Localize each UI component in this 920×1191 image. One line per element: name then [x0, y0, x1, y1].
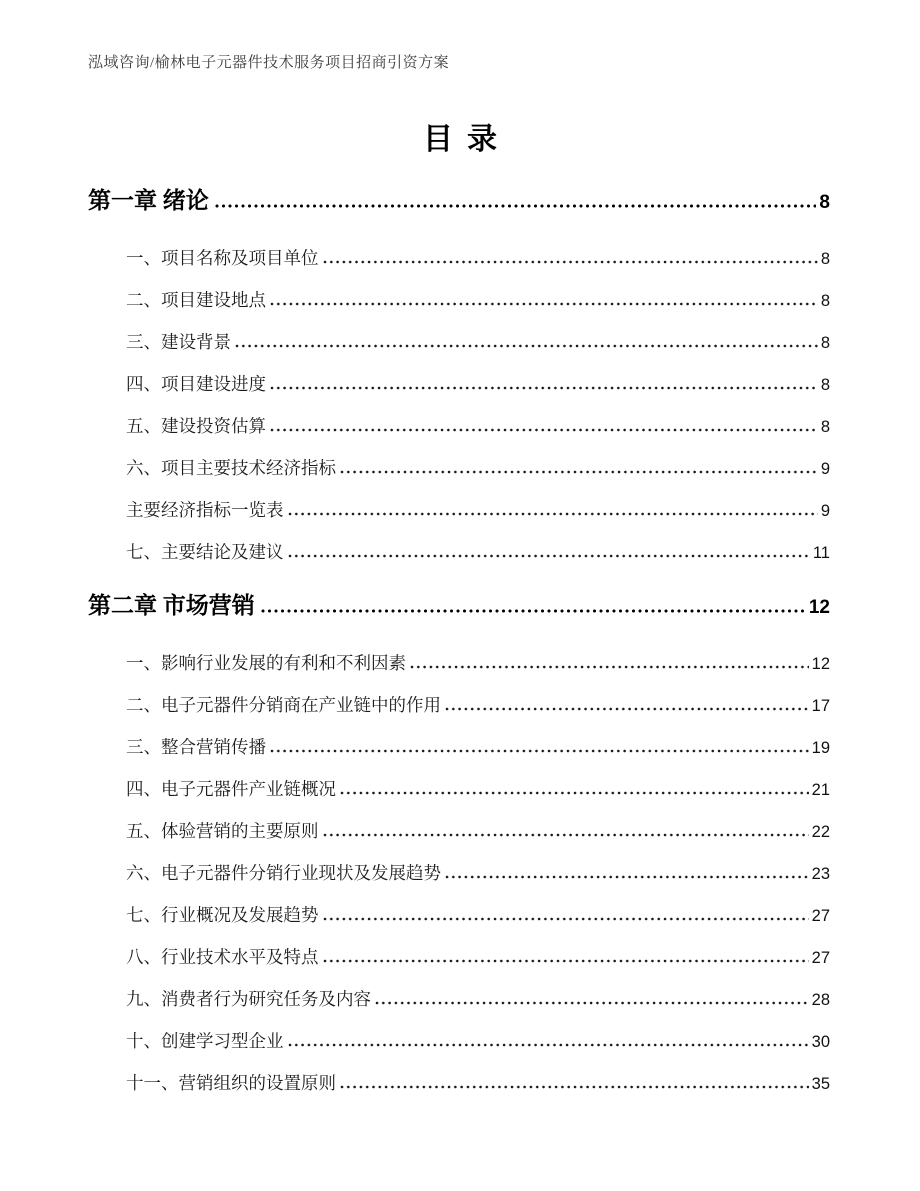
toc-chapter-row: [88, 593, 830, 621]
toc-page-number: 28: [811, 991, 830, 1009]
toc-item-label: 六、电子元器件分销行业现状及发展趋势: [126, 863, 441, 883]
page-title: 目录: [423, 123, 511, 156]
toc-page-number: 27: [811, 949, 830, 967]
toc-item-row: [88, 499, 830, 522]
toc-item-row: [88, 946, 830, 969]
toc-item-row: [88, 778, 830, 801]
toc-item-label: 八、行业技术水平及特点: [126, 947, 319, 967]
toc-page-number: 23: [811, 865, 830, 883]
dot-leader: [323, 260, 818, 264]
dot-leader: [270, 428, 818, 432]
dot-leader: [340, 791, 809, 795]
toc-page-number: 17: [811, 697, 830, 715]
toc-page-number: 8: [820, 250, 830, 268]
toc-item-label: 十一、营销组织的设置原则: [126, 1073, 336, 1093]
toc-item-row: [88, 736, 830, 759]
toc-item-row: [88, 862, 830, 885]
dot-leader: [270, 302, 818, 306]
toc-chapter-row: [88, 188, 830, 216]
toc-item-row: [88, 694, 830, 717]
toc-page-number: 9: [820, 502, 830, 520]
dot-leader: [445, 875, 809, 879]
toc-item-label: 四、项目建设进度: [126, 374, 266, 394]
toc-item-label: 三、整合营销传播: [126, 737, 266, 757]
toc-page-number: 8: [820, 292, 830, 310]
toc-chapter-label: 第一章 绪论: [88, 188, 209, 213]
toc-item-label: 七、行业概况及发展趋势: [126, 905, 319, 925]
toc-item-row: [88, 988, 830, 1011]
dot-leader: [340, 470, 818, 474]
toc-page-number: 8: [820, 418, 830, 436]
dot-leader: [323, 833, 809, 837]
toc-item-row: [88, 1030, 830, 1053]
toc-page-number: 12: [811, 655, 830, 673]
toc-item-row: [88, 373, 830, 396]
toc-item-row: [88, 1072, 830, 1095]
toc-item-row: [88, 289, 830, 312]
dot-leader: [288, 512, 818, 516]
toc-item-row: [88, 541, 830, 564]
dot-leader: [288, 1043, 809, 1047]
dot-leader: [375, 1001, 809, 1005]
dot-leader: [323, 917, 809, 921]
dot-leader: [410, 665, 809, 669]
toc-item-row: [88, 247, 830, 270]
toc-item-row: [88, 457, 830, 480]
toc-item-row: [88, 415, 830, 438]
toc-item-label: 四、电子元器件产业链概况: [126, 779, 336, 799]
dot-leader: [270, 749, 809, 753]
toc-page-number: 19: [811, 739, 830, 757]
dot-leader: [340, 1085, 809, 1089]
toc-item-label: 九、消费者行为研究任务及内容: [126, 989, 371, 1009]
toc-item-label: 一、项目名称及项目单位: [126, 248, 319, 268]
toc-page-number: 11: [812, 544, 830, 562]
toc-page-number: 9: [820, 460, 830, 478]
toc-item-row: [88, 820, 830, 843]
dot-leader: [270, 386, 818, 390]
toc-item-label: 十、创建学习型企业: [126, 1031, 284, 1051]
toc-item-label: 五、体验营销的主要原则: [126, 821, 319, 841]
dot-leader: [261, 609, 806, 613]
toc-page-number: 8: [820, 334, 830, 352]
toc-page-number: 8: [819, 192, 830, 213]
toc-item-row: [88, 331, 830, 354]
toc-item-label: 五、建设投资估算: [126, 416, 266, 436]
toc-page-number: 30: [811, 1033, 830, 1051]
dot-leader: [235, 344, 818, 348]
toc-page-number: 27: [811, 907, 830, 925]
toc-page-number: 8: [820, 376, 830, 394]
toc-page-number: 21: [811, 781, 830, 799]
toc-item-label: 一、影响行业发展的有利和不利因素: [126, 653, 406, 673]
toc-item-label: 二、项目建设地点: [126, 290, 266, 310]
toc-chapter-label: 第二章 市场营销: [88, 593, 255, 618]
toc-item-label: 主要经济指标一览表: [126, 500, 284, 520]
dot-leader: [445, 707, 809, 711]
document-header-text: 泓域咨询/榆林电子元器件技术服务项目招商引资方案: [88, 55, 450, 71]
toc-page-number: 22: [811, 823, 830, 841]
toc-page-number: 35: [811, 1075, 830, 1093]
toc-page-number: 12: [808, 597, 830, 618]
toc-item-row: [88, 652, 830, 675]
toc-item-label: 七、主要结论及建议: [126, 542, 284, 562]
dot-leader: [215, 204, 817, 208]
dot-leader: [288, 554, 810, 558]
dot-leader: [323, 959, 809, 963]
toc-item-label: 六、项目主要技术经济指标: [126, 458, 336, 478]
table-of-contents: [88, 188, 830, 1114]
toc-item-label: 三、建设背景: [126, 332, 231, 352]
toc-item-row: [88, 904, 830, 927]
toc-item-label: 二、电子元器件分销商在产业链中的作用: [126, 695, 441, 715]
